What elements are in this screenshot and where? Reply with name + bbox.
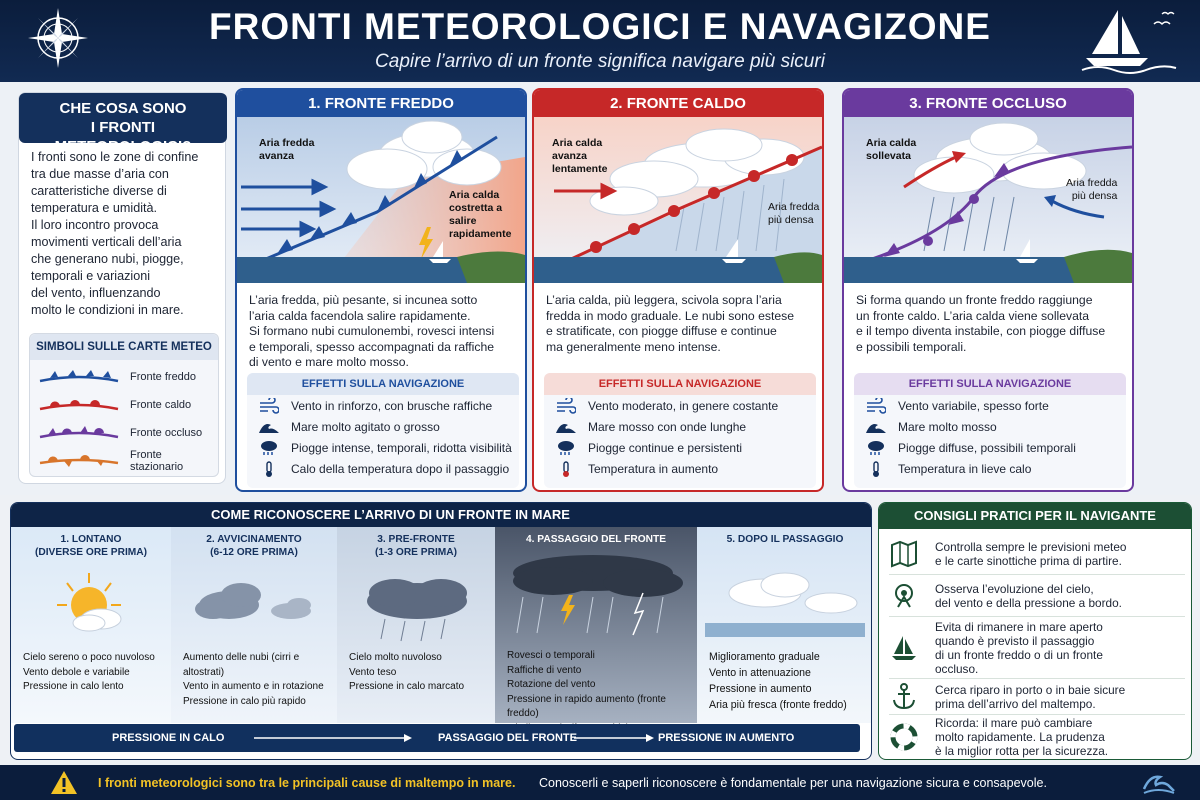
- warm-air-label: [866, 137, 916, 163]
- stage-title: [697, 533, 872, 546]
- stage-title-line: 3. PRE-FRONTE: [377, 534, 455, 545]
- intro-text-line: caratteristiche diverse di: [31, 184, 167, 198]
- heavy-clouds-icon: [345, 565, 487, 645]
- anchor-icon: [889, 682, 919, 712]
- label-line: costretta a salire: [449, 202, 503, 227]
- stage-item: Pressione in calo marcato: [349, 681, 465, 693]
- stage-item: Pressione in calo più rapido: [183, 695, 306, 707]
- arrow-right-icon: [574, 733, 654, 743]
- tip-line: occluso.: [935, 661, 979, 676]
- intro-text-line: movimenti verticali dell’aria: [31, 235, 182, 249]
- label-line: Aria calda: [449, 189, 500, 201]
- stage-item: Raffiche di vento: [507, 664, 582, 676]
- stage-item: Vento in attenuazione: [709, 667, 811, 679]
- tip-text: [935, 540, 1126, 568]
- stage-title-line: (1-3 ORE PRIMA): [374, 547, 458, 558]
- stage-title-line: 2. AVVICINAMENTO: [206, 534, 302, 545]
- effect-item: [247, 395, 519, 416]
- occluded-front-effects: [854, 373, 1126, 488]
- footer: [0, 765, 1200, 800]
- stage-title: [171, 533, 337, 559]
- occluded-front-panel: [842, 88, 1134, 492]
- stage-after-passage: [697, 527, 872, 723]
- symbol-occluded-front: [38, 420, 202, 446]
- tip-line: di un fronte freddo o di un fronte: [935, 647, 1103, 662]
- desc-line: un fronte caldo. L’aria calda viene sollevata: [856, 308, 1090, 323]
- stage-title-line: 4. PASSAGGIO DEL FRONTE: [525, 534, 666, 545]
- effect-item: [247, 458, 519, 479]
- intro-text-line: tra due masse d’aria con: [31, 167, 169, 181]
- stage-item: Cielo molto nuvoloso: [349, 652, 442, 663]
- desc-line: e temporali, spesso accompagnati da raffiche: [249, 339, 495, 354]
- stage-title-line: 1. LONTANO: [60, 534, 122, 545]
- intro-text: [31, 149, 225, 319]
- desc-line: e stratificate, con piogge diffuse e continue: [546, 324, 777, 338]
- intro-title-line: CHE COSA SONO: [59, 100, 187, 117]
- stage-title-line: (DIVERSE ORE PRIMA): [34, 547, 148, 558]
- desc-line: ma generalmente meno intense.: [546, 339, 721, 354]
- stage-item: Aria più fresca (fronte freddo): [709, 699, 847, 711]
- desc-line: l’aria calda facendola salire rapidamente.: [249, 308, 471, 323]
- label-line: più densa: [1071, 190, 1118, 202]
- wind-icon: [866, 398, 886, 414]
- stage-title-line: 5. DOPO IL PASSAGGIO: [726, 534, 844, 545]
- stage-list: [349, 651, 464, 695]
- stage-list: [23, 651, 155, 695]
- tip-item: [889, 679, 1185, 715]
- pressure-right-label: PRESSIONE IN AUMENTO: [658, 732, 795, 744]
- symbol-label: Fronte stazionario: [129, 449, 184, 473]
- symbol-warm-front: [38, 392, 191, 418]
- effect-item: [544, 416, 816, 437]
- stage-title: [337, 533, 495, 559]
- footer-text: Conoscerli e saperli riconoscere è fondamentale per una navigazione sicura e consapevole.: [539, 776, 1047, 790]
- effect-item: [544, 437, 816, 458]
- wind-icon: [556, 398, 576, 414]
- stage-title: [495, 533, 697, 546]
- effect-item: [544, 395, 816, 416]
- clouds-icon: [179, 565, 329, 645]
- symbol-stationary-front: [38, 448, 218, 474]
- tip-line: prima dell’arrivo del maltempo.: [935, 696, 1096, 711]
- intro-text-line: molto le condizioni in mare.: [31, 303, 184, 317]
- label-line: rapidamente: [449, 228, 512, 240]
- warm-front-title: 2. FRONTE CALDO: [534, 90, 822, 117]
- occluded-front-title: 3. FRONTE OCCLUSO: [844, 90, 1132, 117]
- effect-item: [854, 416, 1126, 437]
- label-line: Aria fredda: [768, 201, 820, 213]
- tip-item: [889, 533, 1185, 575]
- effect-text: Calo della temperatura dopo il passaggio: [291, 461, 510, 476]
- wave-icon: [556, 419, 576, 435]
- cold-air-label: [768, 201, 819, 227]
- rain-cloud-icon: [556, 440, 576, 456]
- stage-item: Rotazione del vento: [507, 679, 596, 691]
- label-line: sollevata: [866, 150, 911, 162]
- lifebuoy-icon: [889, 722, 919, 752]
- stage-item: Rovesci o temporali: [507, 650, 595, 661]
- tip-text: [935, 683, 1125, 711]
- symbol-cold-front: [38, 364, 196, 390]
- intro-title-line: I FRONTI METEOROLOGICI?: [54, 119, 192, 155]
- effects-title: EFFETTI SULLA NAVIGAZIONE: [544, 373, 816, 395]
- warm-front-illustration: [534, 117, 822, 283]
- stage-item: Pressione in aumento: [709, 683, 812, 695]
- stage-far: [11, 527, 171, 723]
- symbols-title: SIMBOLI SULLE CARTE METEO: [30, 334, 218, 360]
- intro-panel: [18, 92, 226, 484]
- tip-line: molto rapidamente. La prudenza: [935, 730, 1105, 744]
- effect-item: [247, 416, 519, 437]
- tips-title: CONSIGLI PRATICI PER IL NAVIGANTE: [879, 503, 1191, 529]
- effect-item: [854, 437, 1126, 458]
- desc-line: e il tempo diventa instabile, con piogge diffuse: [856, 324, 1106, 338]
- occluded-front-illustration: [844, 117, 1132, 283]
- effect-text: Temperatura in aumento: [588, 461, 719, 476]
- symbols-legend: [29, 333, 219, 477]
- stage-item: Pressione in calo lento: [23, 681, 124, 693]
- stage-title: [11, 533, 171, 559]
- symbol-label: Fronte caldo: [130, 399, 192, 411]
- cold-front-description: [249, 293, 519, 371]
- desc-line: fredda in modo graduale. Le nubi sono estese: [546, 308, 794, 323]
- stage-list: [183, 651, 337, 709]
- label-line: avanza: [259, 150, 295, 162]
- effect-text: Mare mosso con onde lunghe: [588, 419, 747, 434]
- warm-front-panel: [532, 88, 824, 492]
- desc-line: Si formano nubi cumulonembi, rovesci intensi: [249, 324, 495, 338]
- stage-item: Miglioramento graduale: [709, 651, 820, 663]
- thermometer-icon: [556, 461, 576, 477]
- label-line: avanza: [552, 150, 588, 162]
- warning-icon: [50, 770, 78, 795]
- effects-title: EFFETTI SULLA NAVIGAZIONE: [854, 373, 1126, 395]
- page-subtitle: Capire l’arrivo di un fronte significa navigare più sicuri: [375, 51, 825, 72]
- occluded-front-description: [856, 293, 1126, 355]
- label-line: lentamente: [552, 163, 608, 175]
- tip-line: Controlla sempre le previsioni meteo: [935, 539, 1127, 554]
- tip-text: [935, 620, 1103, 676]
- effect-text: Vento in rinforzo, con brusche raffiche: [291, 398, 493, 413]
- page-title: FRONTI METEOROLOGICI E NAVAGIZONE: [209, 6, 991, 47]
- stage-item: Cielo sereno o poco nuvoloso: [23, 652, 155, 663]
- effect-text: Mare molto mosso: [898, 419, 997, 434]
- intro-text-line: che generano nubi, piogge,: [31, 252, 184, 266]
- warm-front-symbol-icon: [38, 397, 120, 413]
- clearing-sky-icon: [705, 553, 865, 637]
- effect-text: Temperatura in lieve calo: [898, 461, 1032, 476]
- storm-cloud-icon: [259, 440, 279, 456]
- barometer-icon: [889, 581, 919, 611]
- stage-item: Aumento delle nubi (cirri e altostrati): [183, 652, 300, 678]
- tip-line: è la miglior rotta per la sicurezza.: [935, 744, 1109, 758]
- stage-item: Vento teso: [349, 666, 397, 678]
- wave-icon: [1142, 769, 1176, 795]
- effects-title: EFFETTI SULLA NAVIGAZIONE: [247, 373, 519, 395]
- intro-text-line: temperatura e umidità.: [31, 201, 157, 215]
- tip-line: quando è previsto il passaggio: [935, 633, 1095, 648]
- arrow-right-icon: [254, 733, 414, 743]
- cold-front-effects: [247, 373, 519, 488]
- map-icon: [889, 539, 919, 569]
- cold-front-illustration: [237, 117, 525, 283]
- warm-front-effects: [544, 373, 816, 488]
- tip-text: [935, 716, 1108, 758]
- intro-text-line: temporali e variazioni: [31, 269, 150, 283]
- intro-title: [19, 93, 227, 155]
- tip-line: Cerca riparo in porto o in baie sicure: [935, 682, 1126, 697]
- symbol-label: Fronte occluso: [130, 427, 203, 439]
- label-line: Aria calda: [552, 137, 603, 149]
- stage-title-line: (6-12 ORE PRIMA): [210, 547, 298, 558]
- cold-air-label: [259, 137, 314, 163]
- rain-cloud-icon: [866, 440, 886, 456]
- tip-line: e le carte sinottiche prima di partire.: [935, 553, 1122, 568]
- symbol-label: Fronte freddo: [130, 371, 197, 383]
- wind-icon: [259, 398, 279, 414]
- cold-air-label: [1066, 177, 1117, 203]
- thermometer-icon: [259, 461, 279, 477]
- effect-item: [544, 458, 816, 479]
- footer-highlight: I fronti meteorologici sono tra le principali cause di maltempo in mare.: [98, 776, 516, 790]
- cold-front-title: 1. FRONTE FREDDO: [237, 90, 525, 117]
- sun-cloud-icon: [19, 565, 159, 645]
- desc-line: di vento e mare molto mosso.: [249, 355, 409, 369]
- effect-item: [854, 458, 1126, 479]
- tip-line: Evita di rimanere in mare aperto: [935, 619, 1103, 634]
- label-line: Aria calda: [866, 137, 917, 149]
- warm-air-label: [552, 137, 607, 176]
- pressure-left-label: PRESSIONE IN CALO: [112, 732, 225, 744]
- intro-text-line: I fronti sono le zone di confine: [31, 150, 199, 164]
- wave-icon: [866, 419, 886, 435]
- desc-line: L’aria calda, più leggera, scivola sopra l’aria: [546, 293, 782, 307]
- cold-front-symbol-icon: [38, 369, 120, 385]
- effect-item: [854, 395, 1126, 416]
- tip-line: del vento e della pressione a bordo.: [935, 595, 1122, 610]
- effect-text: Vento variabile, spesso forte: [898, 398, 1049, 413]
- stationary-front-symbol-icon: [38, 453, 120, 469]
- effect-text: Piogge intense, temporali, ridotta visibilità: [291, 440, 512, 455]
- label-line: Aria fredda: [1066, 177, 1118, 189]
- pressure-bar: [14, 724, 860, 752]
- effect-text: Piogge continue e persistenti: [588, 440, 743, 455]
- occluded-front-symbol-icon: [38, 425, 120, 441]
- thermometer-icon: [866, 461, 886, 477]
- tip-item: [889, 617, 1185, 679]
- pressure-middle-label: PASSAGGIO DEL FRONTE: [438, 732, 577, 744]
- stage-list: [709, 649, 847, 713]
- thunderstorm-icon: [503, 553, 689, 637]
- sailboat-icon: [889, 633, 919, 663]
- stage-approach: [171, 527, 337, 723]
- cold-front-panel: [235, 88, 527, 492]
- desc-line: e possibili temporali.: [856, 339, 967, 354]
- label-line: più densa: [768, 214, 814, 226]
- stage-item: Pressione in rapido aumento (fronte freddo): [507, 693, 666, 720]
- stage-pre-front: [337, 527, 495, 723]
- desc-line: Si forma quando un fronte freddo raggiunge: [856, 293, 1093, 307]
- header: [0, 0, 1200, 82]
- tip-text: [935, 582, 1122, 610]
- tip-item: [889, 575, 1185, 617]
- warm-air-label: [449, 189, 525, 241]
- wave-icon: [259, 419, 279, 435]
- effect-text: Piogge diffuse, possibili temporali: [898, 440, 1076, 455]
- intro-text-line: Il loro incontro provoca: [31, 218, 159, 232]
- effect-text: Mare molto agitato o grosso: [291, 419, 440, 434]
- stage-item: Vento in aumento e in rotazione: [183, 681, 324, 693]
- stage-front-passage: [495, 527, 697, 723]
- stage-item: Vento debole e variabile: [23, 666, 130, 678]
- tips-panel: [878, 502, 1192, 760]
- recognize-panel: [10, 502, 872, 760]
- tip-line: Osserva l’evoluzione del cielo,: [935, 581, 1094, 596]
- recognize-title: COME RICONOSCERE L’ARRIVO DI UN FRONTE IN MARE: [11, 503, 871, 527]
- sailboat-icon: [1078, 4, 1178, 76]
- effect-item: [247, 437, 519, 458]
- label-line: Aria fredda: [259, 137, 315, 149]
- desc-line: L’aria fredda, più pesante, si incunea sotto: [249, 293, 478, 307]
- tip-item: [889, 715, 1185, 759]
- warm-front-description: [546, 293, 816, 355]
- tip-line: Ricorda: il mare può cambiare: [935, 716, 1093, 730]
- effect-text: Vento moderato, in genere costante: [588, 398, 779, 413]
- intro-text-line: del vento, influenzando: [31, 286, 161, 300]
